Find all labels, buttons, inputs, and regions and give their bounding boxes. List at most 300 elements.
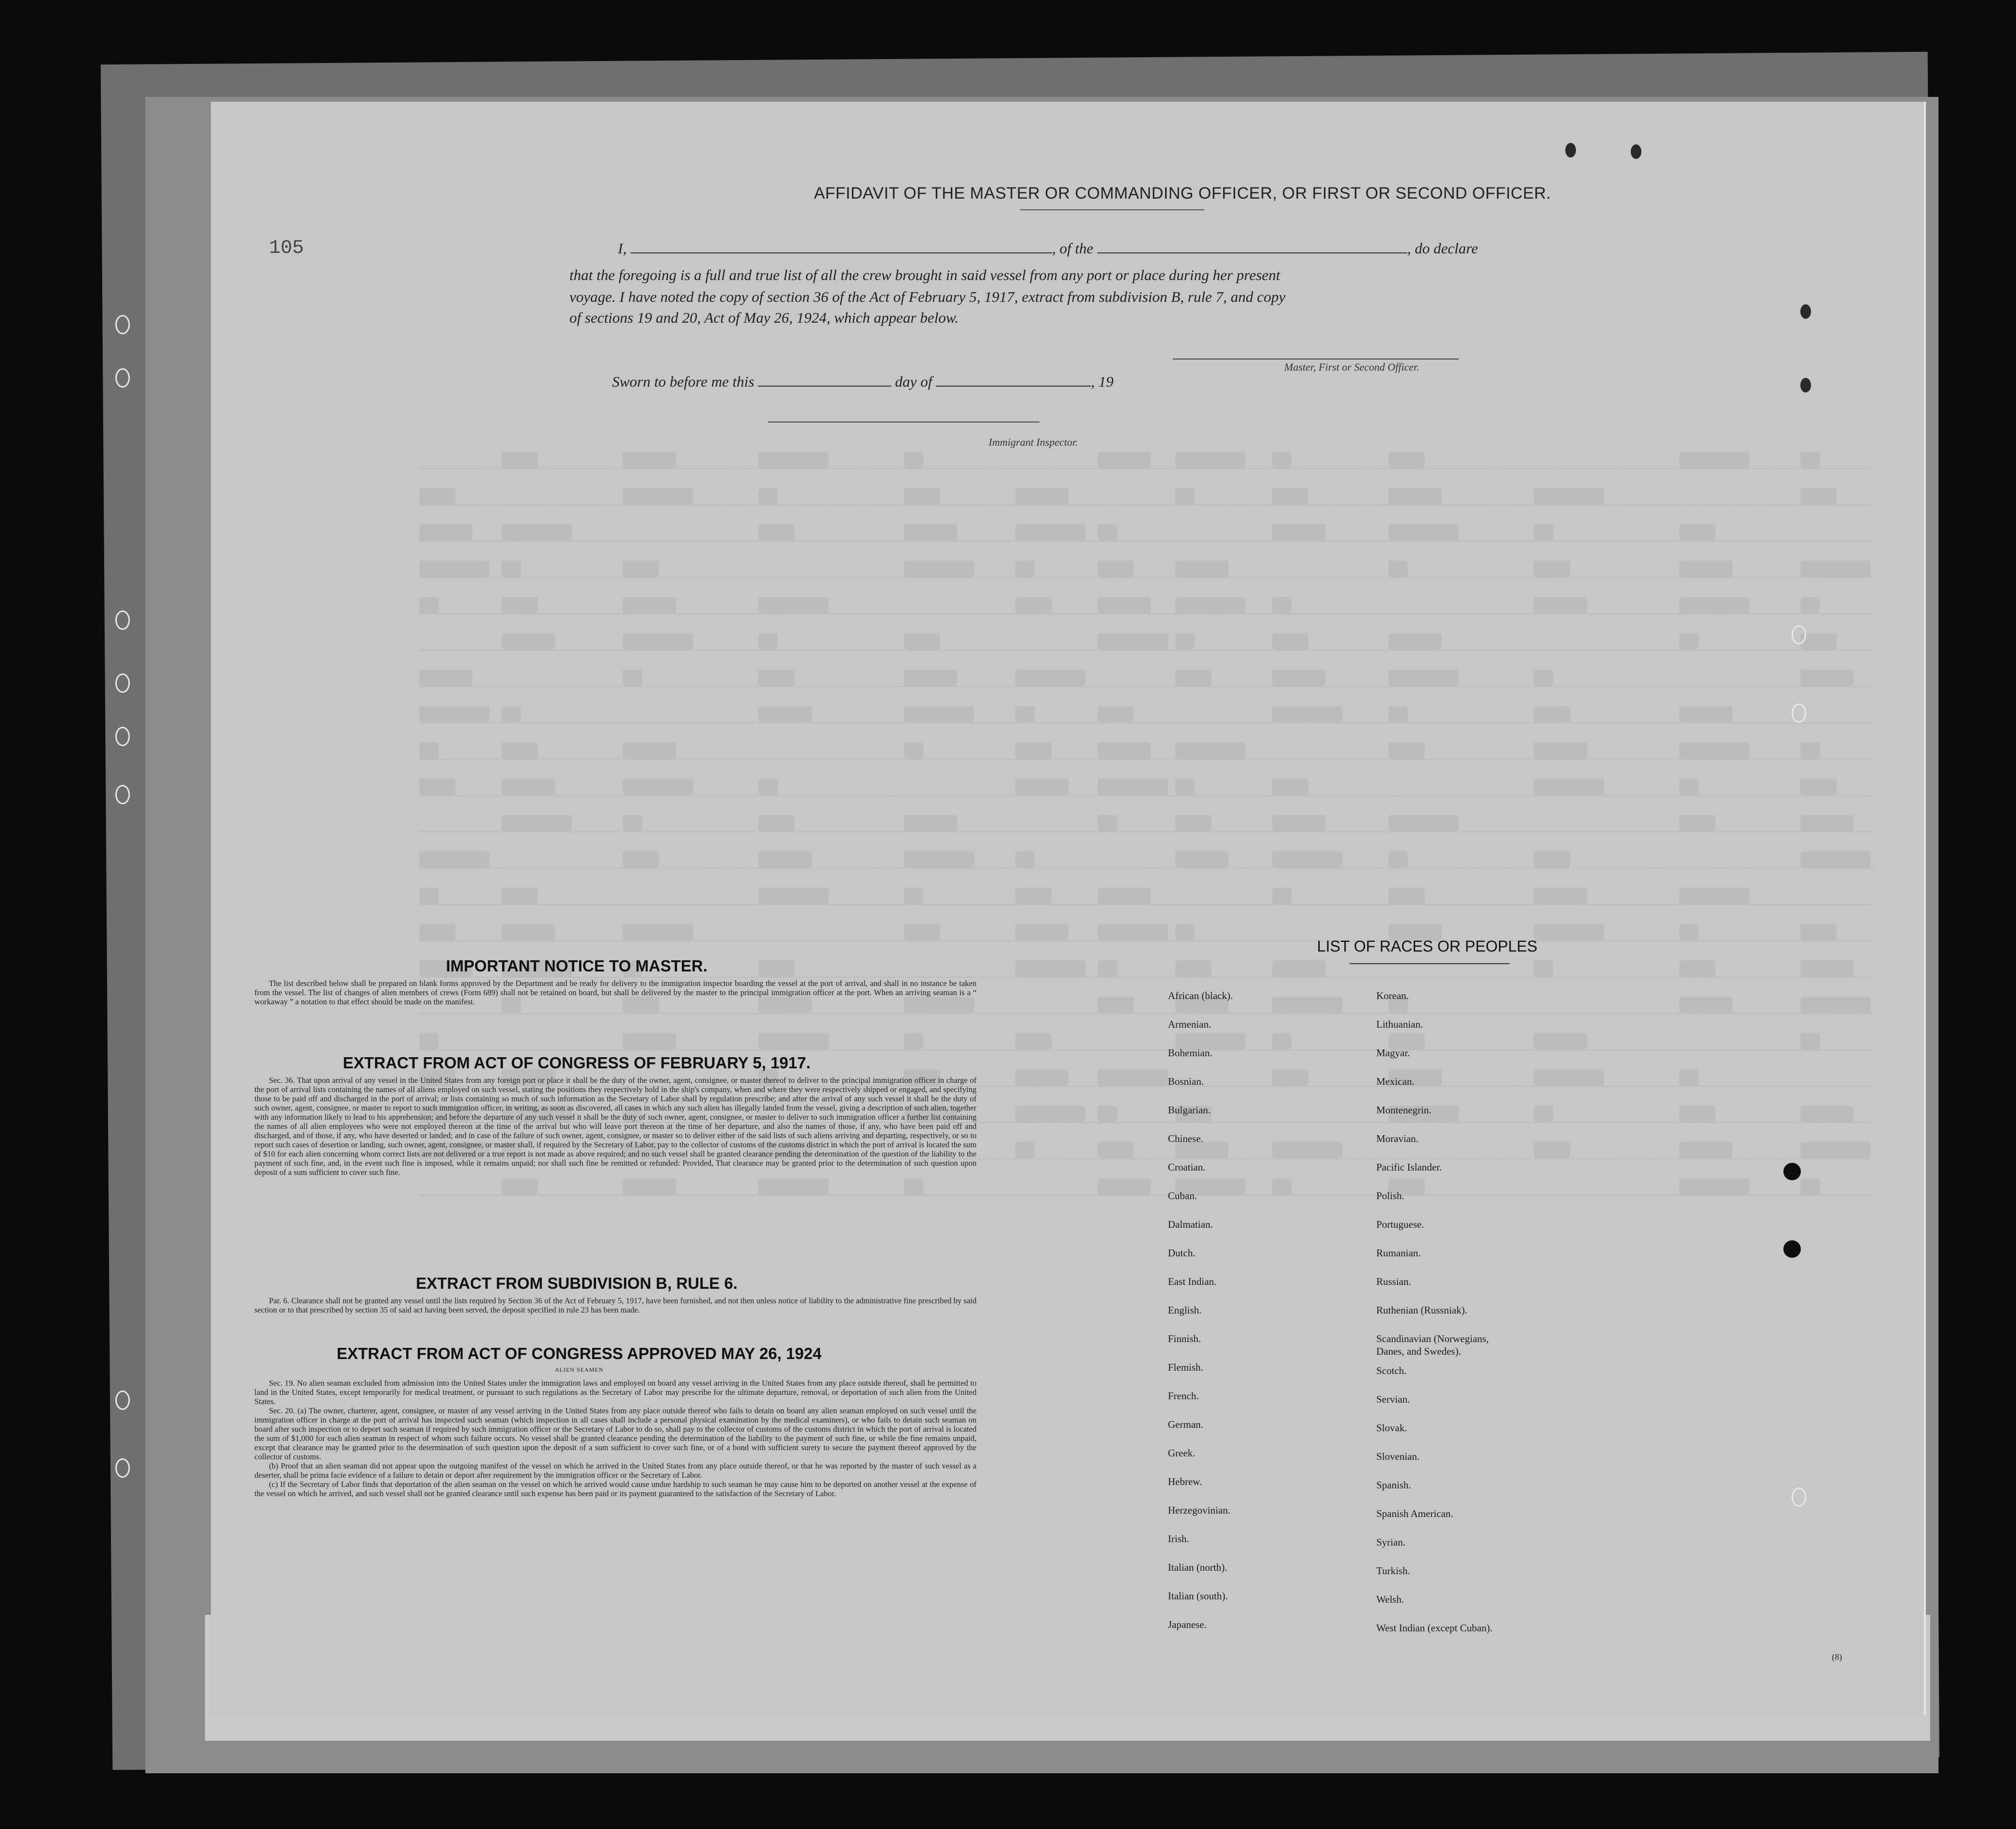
extract-1917-text (254, 1076, 976, 1177)
ghost-row (419, 560, 1873, 578)
sworn-day-label: day of (895, 373, 932, 390)
ghost-cell (623, 851, 659, 868)
ghost-cell (904, 633, 940, 650)
ghost-cell (1272, 815, 1325, 831)
ink-dot (1783, 1163, 1801, 1180)
ghost-cell (1272, 888, 1292, 904)
ghost-cell (623, 1033, 676, 1049)
ghost-cell (1534, 960, 1553, 977)
ghost-cell (904, 888, 923, 904)
binder-hole (115, 727, 130, 746)
ghost-cell (758, 1033, 829, 1049)
ghost-cell (1272, 1142, 1342, 1158)
notice-title: IMPORTANT NOTICE TO MASTER. (446, 957, 708, 975)
ghost-cell (1679, 960, 1716, 977)
ghost-cell (1800, 1142, 1871, 1158)
title-rule (1020, 209, 1204, 210)
ghost-cell (1175, 779, 1195, 795)
ghost-cell (1679, 633, 1699, 650)
ghost-cell (758, 851, 812, 868)
ghost-cell (1098, 1142, 1134, 1158)
race-item: Polish. (1376, 1190, 1404, 1202)
race-item: African (black). (1168, 990, 1233, 1001)
race-item: Russian. (1376, 1276, 1411, 1287)
binder-hole (1792, 625, 1806, 644)
race-item: Finnish. (1168, 1333, 1201, 1344)
race-item: Moravian. (1376, 1133, 1418, 1144)
ghost-cell (904, 670, 957, 686)
ghost-cell (1175, 633, 1195, 650)
race-item: Bulgarian. (1168, 1104, 1211, 1116)
ghost-row (419, 887, 1873, 905)
race-item: Ruthenian (Russniak). (1376, 1304, 1467, 1316)
ghost-cell (1388, 815, 1459, 831)
ghost-cell (1015, 488, 1069, 504)
ghost-cell (904, 815, 957, 831)
ghost-cell (1015, 851, 1035, 868)
ghost-cell (1800, 742, 1820, 759)
ghost-cell (1272, 670, 1325, 686)
ghost-cell (419, 706, 489, 722)
ghost-cell (1098, 452, 1151, 468)
race-item: Italian (north). (1168, 1562, 1228, 1573)
ghost-cell (1388, 706, 1408, 722)
ghost-cell (1015, 1033, 1052, 1049)
inspector-signature-label: Immigrant Inspector. (989, 436, 1078, 448)
ghost-cell (1272, 851, 1342, 868)
ghost-row (419, 923, 1873, 941)
ghost-cell (1800, 779, 1837, 795)
ghost-row (419, 632, 1873, 651)
sec20a-paragraph: Sec. 20. (a) The owner, charterer, agent, consignee, or master of any vessel arriving in the United States from any place outside thereof who fails to detain on board any alien seaman employed on such vessel until the immigration officer in charge at the port of arrival has inspected such seaman (which inspection in all cases shall include a personal physical examination by the medical examiners), or who fails to detain such seaman on board after such inspection or to deport such seaman if required by such immigration officer or the Secretary of Labor to do so, shall pay to the collector of customs of the customs district in which the port of arrival is located the sum of $1,000 for each alien seaman in respect of whom such failure occurs. No vessel shall be granted clearance pending the determination of the liability to the payment of such fine, or while the fine remains unpaid, except that clearance may be granted prior to the determination of such question upon the deposit of a sum sufficient to cover such fine, or of a bond with sufficient surety to secure the payment thereof approved by the collector of customs. (254, 1406, 976, 1461)
sec19-paragraph: Sec. 19. No alien seaman excluded from admission into the United States under the immigration laws and employed on board any vessel arriving in the United States from any place outside thereof, shall be permitted to land in the United States, except temporarily for medical treatment, or pursuant to such regulations as the Secretary of Labor may prescribe for the ultimate departure, removal, or deportation of such alien from the United States. (254, 1378, 976, 1406)
race-item: West Indian (except Cuban). (1376, 1622, 1493, 1634)
ghost-cell (758, 633, 778, 650)
extract-1924-text (254, 1378, 976, 1498)
ghost-cell (502, 1178, 538, 1195)
form-mark: (8) (1832, 1652, 1842, 1662)
ghost-cell (419, 597, 439, 613)
ghost-cell (1679, 524, 1716, 541)
master-signature-label: Master, First or Second Officer. (1284, 361, 1419, 373)
ghost-row (419, 741, 1873, 760)
ghost-cell (1272, 452, 1292, 468)
ghost-cell (1800, 597, 1820, 613)
ghost-cell (1272, 779, 1308, 795)
ghost-cell (1679, 997, 1732, 1013)
ghost-cell (1679, 597, 1749, 613)
binder-hole (115, 1391, 130, 1410)
ghost-cell (1015, 670, 1086, 686)
ghost-cell (502, 779, 555, 795)
notice-paragraph: The list described below shall be prepared on blank forms approved by the Department and be ready for delivery to the immigration inspector boarding the vessel at the port of arrival, and shall in no instance be taken from the vessel. The list of changes of alien members of crews (Form 689) shall not be retained on board, but shall be delivered by the master to the principal immigration officer at the port. When an arriving seaman is a “ workaway ” a notation to that effect should be made on the manifest. (254, 979, 976, 1006)
race-item: Japanese. (1168, 1619, 1207, 1630)
ghost-cell (502, 452, 538, 468)
ghost-row (419, 850, 1873, 869)
ghost-cell (1800, 815, 1854, 831)
ghost-cell (904, 561, 974, 577)
ghost-cell (1015, 1106, 1086, 1122)
ghost-cell (1679, 452, 1749, 468)
ghost-cell (1015, 597, 1052, 613)
extract-rule6-text (254, 1296, 976, 1314)
ghost-cell (1015, 561, 1035, 577)
race-item: Lithuanian. (1376, 1018, 1423, 1030)
ghost-cell (1272, 706, 1342, 722)
extract-1917-title: EXTRACT FROM ACT OF CONGRESS OF FEBRUARY 5, 1917. (343, 1054, 811, 1072)
ghost-cell (502, 706, 521, 722)
race-item: Pacific Islander. (1376, 1161, 1442, 1173)
ghost-cell (1679, 1106, 1716, 1122)
ghost-cell (1272, 597, 1292, 613)
ghost-cell (1388, 452, 1425, 468)
extract-1924-title: EXTRACT FROM ACT OF CONGRESS APPROVED MAY 26, 1924 (336, 1344, 822, 1362)
ghost-cell (419, 924, 456, 940)
ghost-cell (1534, 488, 1604, 504)
ink-dot (1783, 1240, 1801, 1258)
ghost-cell (758, 452, 829, 468)
race-item: Scotch. (1376, 1365, 1407, 1376)
ghost-cell (1534, 706, 1570, 722)
ghost-cell (1098, 742, 1151, 759)
ghost-cell (1098, 815, 1117, 831)
ghost-cell (1015, 742, 1052, 759)
race-item: Flemish. (1168, 1361, 1203, 1373)
ghost-cell (1679, 815, 1716, 831)
ghost-cell (1175, 742, 1245, 759)
ghost-cell (1015, 924, 1069, 940)
ghost-cell (1800, 488, 1837, 504)
ghost-cell (904, 742, 923, 759)
ghost-cell (1015, 779, 1069, 795)
ghost-cell (1175, 452, 1245, 468)
ghost-cell (623, 1178, 676, 1195)
ghost-cell (1175, 670, 1212, 686)
ghost-cell (1098, 997, 1134, 1013)
race-item: Rumanian. (1376, 1247, 1421, 1259)
ghost-cell (1098, 888, 1151, 904)
ghost-cell (623, 633, 693, 650)
race-item: Syrian. (1376, 1536, 1406, 1548)
ghost-cell (1534, 1069, 1604, 1086)
extract-1917-paragraph: Sec. 36. That upon arrival of any vessel in the United States from any foreign port or place it shall be the duty of the owner, agent, consignee, or master thereof to deliver to the principal immigration officer in charge of the port of arrival lists containing the names of all aliens employed on such vessel, stating the positions they respectively hold in the ship's company, when and where they were respectively shipped or engaged, and specifying those to be paid off and discharged in the port of arrival; or lists containing so much of such information as the Secretary of Labor shall by regulation prescribe; and after the arrival of any such vessel it shall be the duty of such owner, agent, consignee, or master to report to such immigration officer, in writing, as soon as discovered, all cases in which any such alien has illegally landed from the vessel, giving a description of such alien, together with any information likely to lead to his apprehension; and before the departure of any such vessel it shall be the duty of such owner, agent, consignee, or master to deliver to such immigration officer a further list containing the names of all alien employees who were not employed thereon at the time of the arrival but who will leave port thereon at the time of her departure, and also the names of those, if any, who have been paid off and discharged, and of those, if any, who have deserted or landed; and in case of the failure of such owner, agent, consignee, or master so to deliver either of the said lists of such aliens arriving and departing, respectively, or so to report such cases of desertion or landing, such owner, agent, consignee, or master shall, if required by the Secretary of Labor, pay to the collector of customs of the customs district in which the port of arrival is located the sum of $10 for each alien concerning whom correct lists are not delivered or a true report is not made as above required; and no such vessel shall be granted clearance pending the determination of the question of the liability to the payment of such fine, and, in the event such fine is imposed, while it remains unpaid; nor shall such fine be remitted or refunded: Provided, That clearance may be granted prior to the determination of such question upon deposit of a sum sufficient to cover such fine. (254, 1076, 976, 1177)
ghost-cell (904, 1033, 923, 1049)
ghost-cell (1388, 742, 1425, 759)
ghost-cell (758, 815, 795, 831)
race-item: Servian. (1376, 1393, 1410, 1405)
extract-rule6-title: EXTRACT FROM SUBDIVISION B, RULE 6. (416, 1274, 738, 1292)
ghost-cell (1175, 851, 1228, 868)
race-item: Welsh. (1376, 1594, 1404, 1605)
ghost-row (419, 596, 1873, 614)
race-item: Irish. (1168, 1533, 1189, 1545)
ghost-cell (1175, 597, 1245, 613)
ghost-cell (758, 524, 795, 541)
ghost-cell (1272, 633, 1308, 650)
ghost-row (419, 451, 1873, 469)
affidavit-line-4: of sections 19 and 20, Act of May 26, 1924, which appear below. (569, 309, 959, 326)
ghost-cell (1175, 924, 1195, 940)
race-item: Greek. (1168, 1447, 1196, 1459)
races-title: LIST OF RACES OR PEOPLES (1317, 938, 1538, 955)
race-item: Armenian. (1168, 1018, 1212, 1030)
ghost-cell (758, 888, 829, 904)
extract-rule6-paragraph: Par. 6. Clearance shall not be granted any vessel until the lists required by Section 36 of the Act of February 5, 1917, have been furnished, and not then unless notice of liability to the administrative fine prescribed by said section or to that prescribed by section 35 of said act having been served, the deposit specified in rule 23 has been made. (254, 1296, 976, 1314)
ghost-cell (1098, 1106, 1117, 1122)
ghost-cell (758, 488, 778, 504)
ghost-cell (502, 742, 538, 759)
ghost-cell (1015, 706, 1035, 722)
ghost-row (419, 523, 1873, 542)
sec20b-paragraph: (b) Proof that an alien seaman did not appear upon the outgoing manifest of the vessel on which he arrived in the United States from any place outside thereof, or that he was reported by the master of such vessel as a deserter, shall be prima facie evidence of a failure to detain or deport after requirement by the immigration officer or the Secretary of Labor. (254, 1461, 976, 1480)
race-item: Portuguese. (1376, 1219, 1424, 1230)
ghost-cell (1679, 1142, 1732, 1158)
ghost-row (419, 705, 1873, 723)
ghost-row (419, 669, 1873, 687)
race-item: Magyar. (1376, 1047, 1410, 1059)
ghost-cell (1800, 452, 1820, 468)
ghost-cell (1534, 1142, 1570, 1158)
affidavit-of-the: , of the (1052, 240, 1094, 257)
ghost-cell (1534, 851, 1570, 868)
race-item: Spanish American. (1376, 1508, 1453, 1519)
ghost-cell (1272, 488, 1308, 504)
affidavit-declare: , do declare (1407, 240, 1478, 257)
ghost-cell (1098, 706, 1134, 722)
races-title-rule (1350, 963, 1510, 964)
race-item: Dutch. (1168, 1247, 1196, 1259)
ghost-cell (1175, 488, 1195, 504)
ghost-cell (1388, 561, 1408, 577)
ghost-cell (623, 452, 676, 468)
ghost-cell (419, 1033, 439, 1049)
binder-hole (115, 673, 130, 693)
race-item: Cuban. (1168, 1190, 1197, 1202)
affidavit-title: AFFIDAVIT OF THE MASTER OR COMMANDING OFFICER, OR FIRST OR SECOND OFFICER. (814, 184, 1551, 203)
ghost-cell (1800, 997, 1871, 1013)
ghost-cell (1534, 779, 1604, 795)
ghost-cell (419, 524, 472, 541)
ghost-cell (758, 706, 812, 722)
ghost-cell (1175, 561, 1228, 577)
race-item: Spanish. (1376, 1479, 1411, 1491)
binder-hole (1800, 304, 1811, 319)
ghost-row (419, 778, 1873, 796)
race-item: Scandinavian (Norwegians, Danes, and Swedes). (1376, 1333, 1489, 1357)
ghost-cell (502, 888, 538, 904)
ghost-cell (419, 488, 456, 504)
ghost-cell (1015, 524, 1086, 541)
ghost-cell (1388, 670, 1459, 686)
ghost-cell (502, 924, 555, 940)
ghost-cell (1098, 1178, 1151, 1195)
ghost-cell (1800, 670, 1854, 686)
ghost-row (419, 1032, 1873, 1050)
name-blank[interactable] (630, 240, 1052, 253)
race-item: Slovak. (1376, 1422, 1407, 1434)
ghost-cell (1272, 1178, 1292, 1195)
race-item: Mexican. (1376, 1076, 1415, 1087)
ghost-cell (623, 742, 676, 759)
affidavit-line-2: that the foregoing is a full and true list of all the crew brought in said vessel from any port or place during her present (569, 266, 1280, 283)
ghost-cell (1679, 924, 1699, 940)
ghost-cell (623, 561, 659, 577)
ghost-cell (1534, 742, 1587, 759)
ghost-cell (1679, 1178, 1749, 1195)
binder-hole (1792, 703, 1806, 723)
ghost-cell (904, 706, 974, 722)
ghost-cell (419, 851, 489, 868)
ghost-row (419, 1177, 1873, 1196)
ghost-cell (758, 597, 829, 613)
ghost-row (419, 814, 1873, 832)
ghost-cell (1800, 1033, 1820, 1049)
ghost-cell (1015, 888, 1052, 904)
sworn-prefix: Sworn to before me this (612, 373, 755, 390)
ghost-cell (1098, 1069, 1168, 1086)
binder-hole (115, 315, 130, 334)
race-item: German. (1168, 1419, 1203, 1430)
sworn-month-blank[interactable] (936, 373, 1091, 387)
race-item: Bohemian. (1168, 1047, 1213, 1059)
ghost-cell (1534, 597, 1587, 613)
ghost-cell (1534, 888, 1587, 904)
ghost-cell (1679, 742, 1749, 759)
page-stamp-number: 105 (269, 237, 304, 259)
ghost-cell (623, 924, 693, 940)
ghost-cell (1098, 597, 1151, 613)
ghost-cell (1800, 1178, 1820, 1195)
ghost-cell (1388, 888, 1425, 904)
ghost-cell (623, 815, 642, 831)
ghost-cell (1098, 779, 1168, 795)
ghost-cell (1800, 924, 1837, 940)
ghost-cell (1272, 997, 1342, 1013)
ghost-cell (502, 597, 538, 613)
ghost-cell (758, 779, 778, 795)
ghost-cell (1679, 1069, 1699, 1086)
race-item: Italian (south). (1168, 1590, 1228, 1602)
ghost-cell (1098, 524, 1117, 541)
ghost-cell (758, 1178, 829, 1195)
ghost-cell (1015, 1069, 1069, 1086)
ghost-cell (1679, 779, 1699, 795)
ghost-cell (1800, 1106, 1854, 1122)
binder-hole (1800, 378, 1811, 392)
race-item: French. (1168, 1390, 1199, 1402)
ghost-cell (904, 924, 940, 940)
binder-hole (115, 785, 130, 804)
ghost-cell (758, 960, 795, 977)
ghost-cell (1388, 633, 1442, 650)
ghost-cell (1175, 960, 1212, 977)
ghost-cell (904, 524, 957, 541)
race-item: Turkish. (1376, 1565, 1410, 1577)
ghost-cell (758, 670, 795, 686)
ghost-cell (1272, 1069, 1308, 1086)
extract-1924-subtitle: ALIEN SEAMEN (554, 1366, 604, 1373)
ghost-cell (1388, 488, 1442, 504)
ghost-cell (419, 742, 439, 759)
ghost-cell (1388, 851, 1408, 868)
ghost-cell (1679, 561, 1732, 577)
ghost-cell (502, 524, 572, 541)
sworn-day-blank[interactable] (758, 373, 891, 387)
ghost-cell (1272, 1033, 1292, 1049)
race-item: Korean. (1376, 990, 1409, 1001)
ghost-cell (623, 779, 693, 795)
affidavit-i: I, (618, 240, 627, 257)
affidavit-line-1 (618, 240, 1478, 257)
binder-hole (1792, 1487, 1806, 1507)
binder-hole (1565, 143, 1576, 157)
ghost-cell (1098, 633, 1168, 650)
notice-text (254, 979, 976, 1006)
ghost-cell (502, 561, 521, 577)
ghost-cell (1098, 924, 1168, 940)
race-item: Slovenian. (1376, 1451, 1420, 1462)
race-item: English. (1168, 1304, 1202, 1316)
binder-hole (115, 610, 130, 630)
ghost-cell (1800, 960, 1854, 977)
race-item: Hebrew. (1168, 1476, 1202, 1487)
ghost-cell (1388, 524, 1459, 541)
binder-hole (1631, 144, 1641, 159)
sworn-line (612, 373, 1114, 391)
ghost-cell (623, 670, 642, 686)
race-item: Montenegrin. (1376, 1104, 1432, 1116)
ghost-cell (419, 888, 439, 904)
ghost-cell (1679, 706, 1732, 722)
ghost-cell (419, 779, 456, 795)
ghost-cell (1800, 561, 1871, 577)
race-item: Croatian. (1168, 1161, 1206, 1173)
ghost-cell (623, 488, 693, 504)
ghost-cell (904, 452, 923, 468)
ghost-cell (1015, 1142, 1035, 1158)
ghost-cell (904, 851, 974, 868)
ghost-cell (1534, 1106, 1553, 1122)
ghost-cell (1534, 561, 1570, 577)
ghost-cell (904, 488, 940, 504)
race-item: Chinese. (1168, 1133, 1203, 1144)
ghost-cell (1534, 1033, 1587, 1049)
ghost-cell (1015, 960, 1086, 977)
ghost-cell (502, 815, 572, 831)
ghost-cell (1679, 888, 1749, 904)
race-item: East Indian. (1168, 1276, 1217, 1287)
ghost-row (419, 487, 1873, 505)
race-item: Dalmatian. (1168, 1219, 1213, 1230)
race-item: Bosnian. (1168, 1076, 1204, 1087)
sworn-year: , 19 (1091, 373, 1114, 390)
race-item: Herzegovinian. (1168, 1504, 1230, 1516)
ghost-cell (419, 561, 489, 577)
ghost-cell (1272, 960, 1325, 977)
master-signature-line[interactable] (1173, 359, 1459, 360)
ghost-cell (1098, 960, 1117, 977)
ghost-cell (1534, 524, 1553, 541)
ghost-cell (1098, 561, 1134, 577)
sec20c-paragraph: (c) If the Secretary of Labor finds that deportation of the alien seaman on the vessel on which he arrived would cause undue hardship to such seaman he may cause him to be deported on another vessel at the expense of the vessel on which he arrived, and such vessel shall not be granted clearance until such expense has been paid or its payment guaranteed to the satisfaction of the Secretary of Labor. (254, 1480, 976, 1498)
manifest-page (211, 102, 1926, 1715)
ghost-cell (1272, 524, 1325, 541)
binder-hole (115, 368, 130, 388)
binder-hole (115, 1458, 130, 1478)
ghost-cell (623, 597, 676, 613)
vessel-blank[interactable] (1097, 240, 1407, 253)
ghost-cell (1800, 851, 1871, 868)
